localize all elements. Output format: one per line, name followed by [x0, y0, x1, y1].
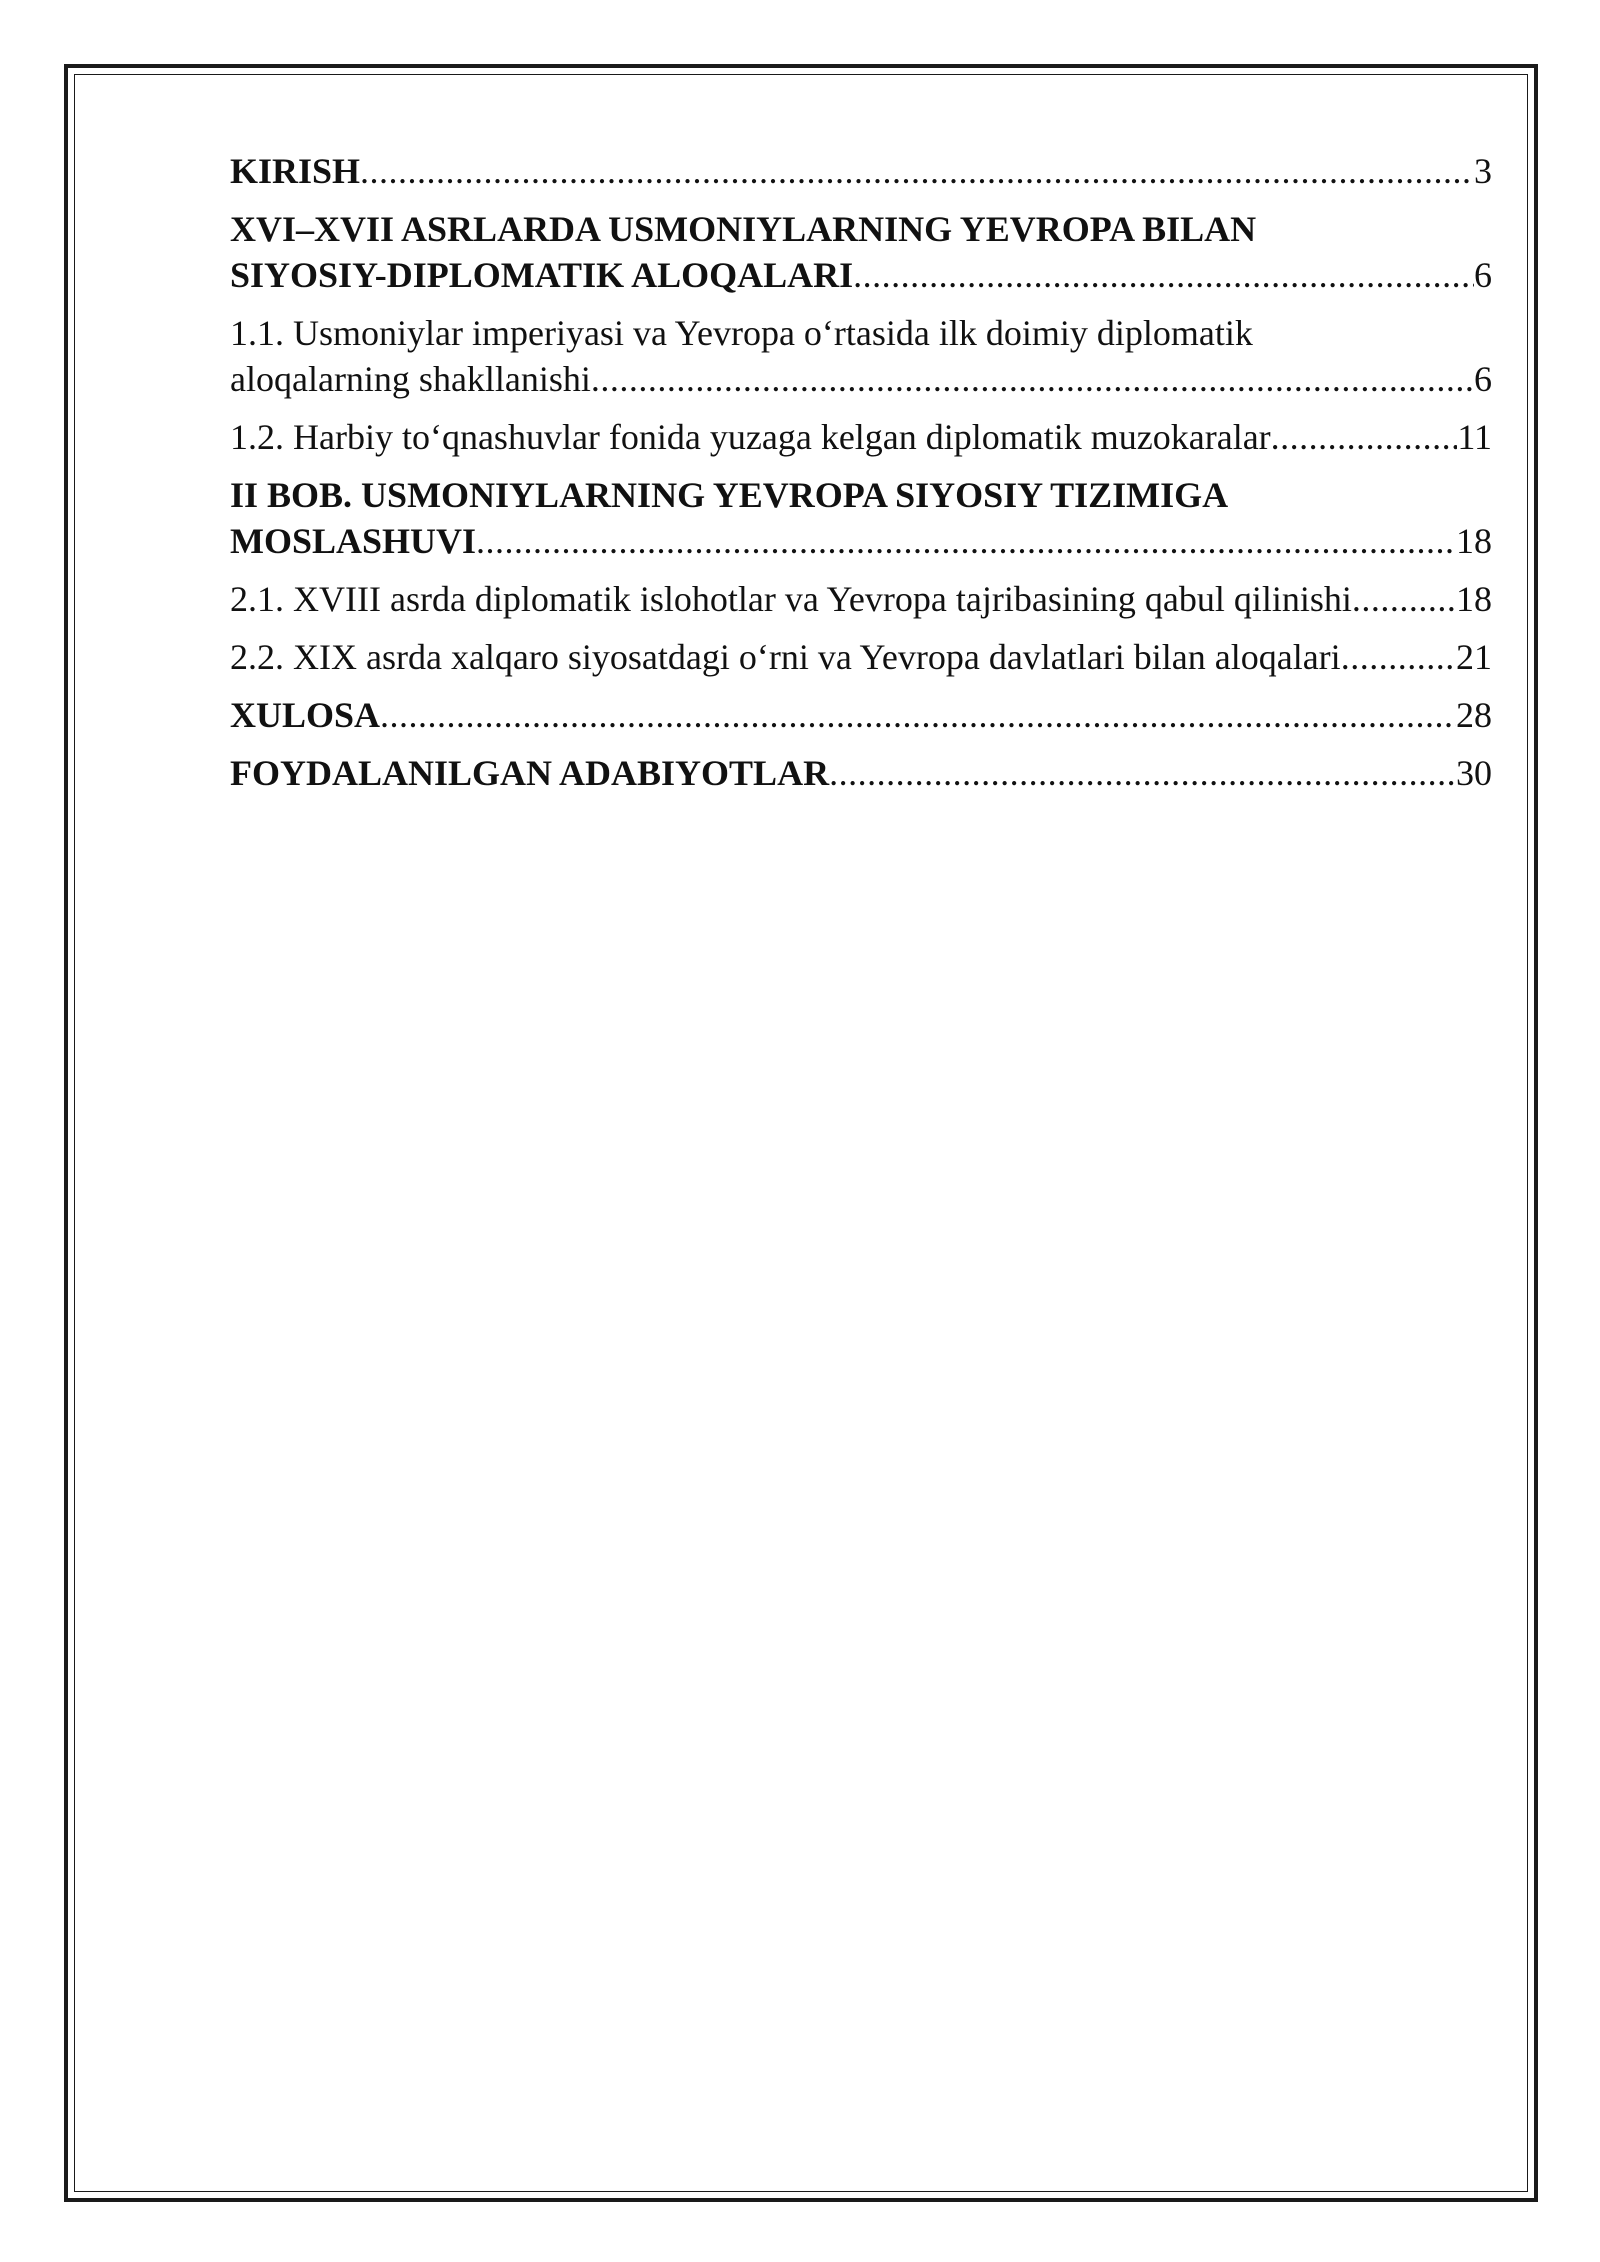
toc-dot-leader [1271, 414, 1458, 460]
toc-entry-title: KIRISH [230, 151, 361, 191]
toc-dot-leader [1341, 634, 1456, 680]
toc-entry[interactable] [230, 576, 1492, 622]
toc-page-number: 6 [1474, 255, 1492, 295]
toc-dot-leader [380, 692, 1456, 738]
toc-dot-leader [829, 750, 1456, 796]
toc-entry-title: MOSLASHUVI [230, 521, 477, 561]
toc-page-number: 6 [1474, 359, 1492, 399]
toc-entry[interactable] [230, 692, 1492, 738]
toc-entry-title-line: II BOB. USMONIYLARNING YEVROPA SIYOSIY TIZIMIGA [230, 475, 1229, 515]
toc-entry-title: aloqalarning shakllanishi [230, 359, 591, 399]
toc-page-number: 18 [1456, 521, 1492, 561]
toc-entry[interactable] [230, 750, 1492, 796]
toc-entry-title: XULOSA [230, 695, 381, 735]
toc-page-number: 21 [1456, 637, 1492, 677]
toc-page-number: 18 [1456, 579, 1492, 619]
toc-page-number: 3 [1474, 151, 1492, 191]
toc-entry[interactable] [230, 634, 1492, 680]
toc-entry-title: 2.2. XIX asrda xalqaro siyosatdagi o‘rni va Yevropa davlatlari bilan aloqalari [230, 637, 1341, 677]
toc-dot-leader [360, 148, 1474, 194]
toc-entry-title: FOYDALANILGAN ADABIYOTLAR [230, 753, 830, 793]
toc-entry[interactable] [230, 472, 1492, 564]
toc-dot-leader [476, 518, 1456, 564]
toc-entry-title: SIYOSIY-DIPLOMATIK ALOQALARI [230, 255, 854, 295]
toc-page-number: 30 [1456, 753, 1492, 793]
toc-entry[interactable] [230, 414, 1492, 460]
toc-page-number: 28 [1456, 695, 1492, 735]
toc-entry[interactable] [230, 148, 1492, 194]
toc-entry-title-line: 1.1. Usmoniylar imperiyasi va Yevropa o‘rtasida ilk doimiy diplomatik [230, 313, 1253, 353]
table-of-contents [230, 148, 1492, 808]
toc-entry[interactable] [230, 310, 1492, 402]
toc-dot-leader [591, 356, 1474, 402]
toc-entry[interactable] [230, 206, 1492, 298]
toc-dot-leader [1352, 576, 1456, 622]
toc-page-number: 11 [1457, 417, 1492, 457]
toc-entry-title: 1.2. Harbiy to‘qnashuvlar fonida yuzaga kelgan diplomatik muzokaralar [230, 417, 1271, 457]
toc-dot-leader [853, 252, 1474, 298]
toc-entry-title-line: XVI–XVII ASRLARDA USMONIYLARNING YEVROPA BILAN [230, 209, 1257, 249]
toc-entry-title: 2.1. XVIII asrda diplomatik islohotlar va Yevropa tajribasining qabul qilinishi [230, 579, 1352, 619]
